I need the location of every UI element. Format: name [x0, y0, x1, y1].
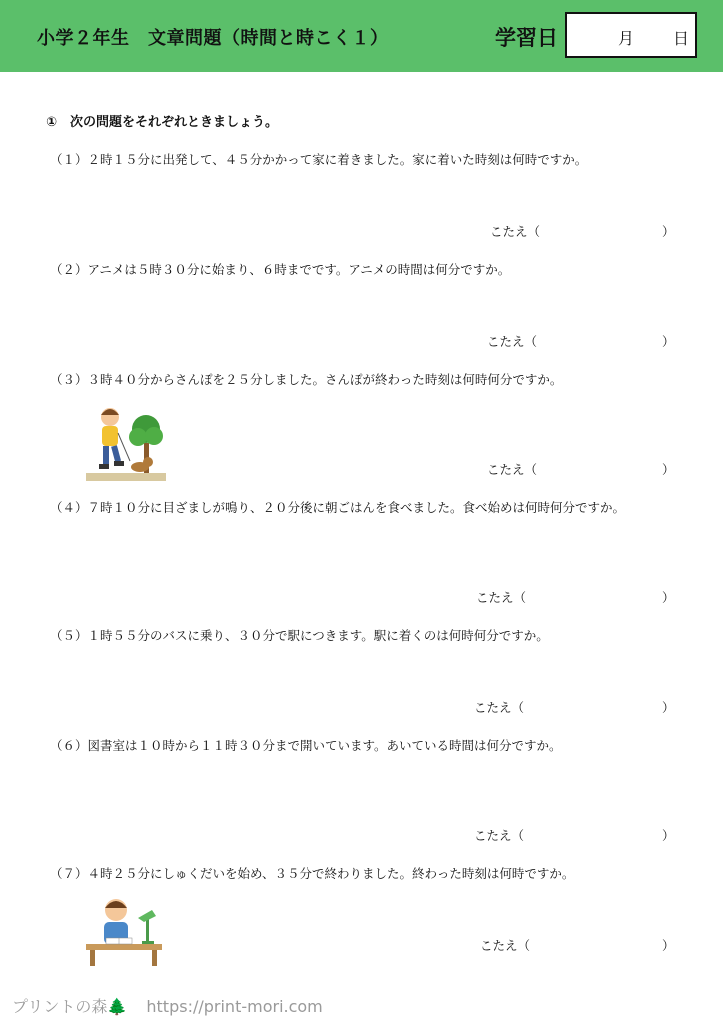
answer-field-6[interactable] [474, 826, 694, 842]
site-name: プリントの森🌲 [12, 997, 128, 1016]
question-2: （２）アニメは５時３０分に始まり、６時までです。アニメの時間は何分ですか。 [50, 262, 511, 277]
question-4: （４）７時１０分に目ざましが鳴り、２０分後に朝ごはんを食べました。食べ始めは何時何分ですか。 [50, 500, 626, 515]
answer-field-4[interactable] [476, 588, 696, 604]
answer-label: こたえ（ [487, 462, 538, 477]
answer-field-2[interactable] [487, 332, 687, 348]
question-6: （６）図書室は１０時から１１時３０分まで開いています。あいている時間は何分ですか。 [50, 738, 562, 753]
instruction-text: ① 次の問題をそれぞれときましょう。 [46, 115, 279, 130]
answer-close-paren: ） [662, 334, 675, 349]
header-bar [0, 0, 723, 72]
site-url-link[interactable]: https://print-mori.com [146, 997, 323, 1016]
month-label: 月 [618, 29, 635, 48]
answer-field-1[interactable] [490, 222, 690, 238]
answer-close-paren: ） [662, 938, 675, 953]
answer-field-3[interactable] [487, 460, 687, 476]
page-title: 小学２年生 文章問題（時間と時こく１） [37, 28, 389, 49]
day-label: 日 [673, 29, 690, 48]
answer-field-5[interactable] [474, 698, 694, 714]
answer-close-paren: ） [662, 700, 675, 715]
answer-label: こたえ（ [476, 590, 527, 605]
answer-field-7[interactable] [480, 936, 700, 952]
answer-label: こたえ（ [487, 334, 538, 349]
answer-close-paren: ） [662, 590, 675, 605]
question-7: （７）４時２５分にしゅくだいを始め、３５分で終わりました。終わった時刻は何時ですか。 [50, 866, 575, 881]
answer-close-paren: ） [662, 462, 675, 477]
question-3: （３）３時４０分からさんぽを２５分しました。さんぽが終わった時刻は何時何分ですか。 [50, 372, 563, 387]
question-1: （１）２時１５分に出発して、４５分かかって家に着きました。家に着いた時刻は何時ですか。 [50, 152, 588, 167]
answer-label: こたえ（ [474, 700, 525, 715]
answer-label: こたえ（ [474, 828, 525, 843]
answer-label: こたえ（ [490, 224, 541, 239]
answer-label: こたえ（ [480, 938, 531, 953]
study-date-box[interactable] [565, 12, 697, 58]
answer-close-paren: ） [662, 224, 675, 239]
footer [12, 994, 337, 1017]
study-date-label: 学習日 [495, 26, 558, 50]
question-5: （５）１時５５分のバスに乗り、３０分で駅につきます。駅に着くのは何時何分ですか。 [50, 628, 549, 643]
answer-close-paren: ） [662, 828, 675, 843]
boy-studying-illustration [86, 892, 166, 968]
boy-walking-dog-illustration [86, 403, 166, 481]
